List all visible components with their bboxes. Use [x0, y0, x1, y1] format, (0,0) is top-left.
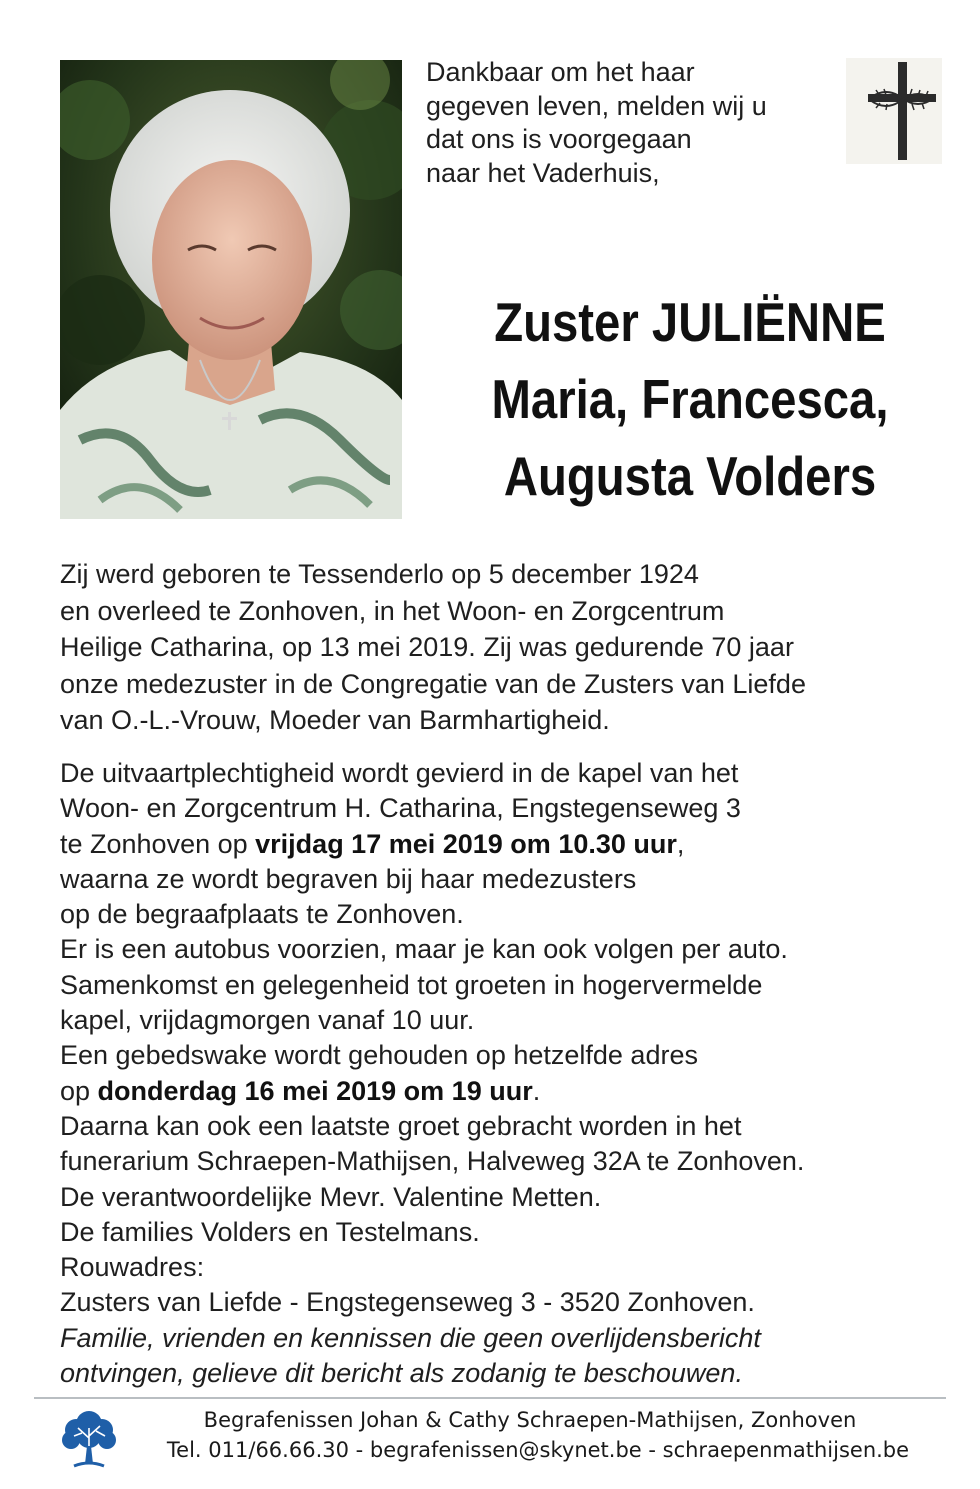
text-fragment: op — [60, 1075, 98, 1106]
funeral-date-line — [60, 827, 950, 862]
text-line: en overleed te Zonhoven, in het Woon- en Zorgcentrum — [60, 595, 725, 626]
wake-date: donderdag 16 mei 2019 om 19 uur — [97, 1075, 533, 1106]
funeral-home-footer — [120, 1405, 940, 1465]
biography-paragraph — [60, 556, 950, 739]
text-fragment: , — [676, 828, 685, 859]
text-line: Daarna kan ook een laatste groet gebracht worden in het — [60, 1110, 742, 1141]
footer-divider — [34, 1397, 946, 1399]
text-line: onze medezuster in de Congregatie van de Zusters van Liefde — [60, 668, 806, 699]
text-fragment: . — [532, 1075, 541, 1106]
text-line: kapel, vrijdagmorgen vanaf 10 uur. — [60, 1005, 475, 1036]
text-line: op de begraafplaats te Zonhoven. — [60, 899, 464, 930]
intro-line: gegeven leven, melden wij u — [426, 90, 767, 121]
text-line: Zusters van Liefde - Engstegenseweg 3 - 3520 Zonhoven. — [60, 1287, 755, 1318]
text-line: Er is een autobus voorzien, maar je kan ook volgen per auto. — [60, 934, 788, 965]
text-line: Rouwadres: — [60, 1252, 205, 1283]
deceased-name — [458, 284, 922, 515]
name-line: Augusta Volders — [503, 445, 877, 507]
intro-line: Dankbaar om het haar — [426, 57, 695, 87]
funeral-details — [60, 756, 950, 1391]
funeral-home-name: Begrafenissen Johan & Cathy Schraepen-Mathijsen, Zonhoven — [203, 1408, 857, 1432]
tree-logo-icon — [60, 1406, 118, 1472]
text-line: Heilige Catharina, op 13 mei 2019. Zij was gedurende 70 jaar — [60, 632, 794, 662]
text-line: van O.-L.-Vrouw, Moeder van Barmhartigheid. — [60, 705, 610, 735]
text-line: De uitvaartplechtigheid wordt gevierd in de kapel van het — [60, 758, 739, 788]
intro-line: dat ons is voorgegaan — [426, 124, 692, 154]
name-line: Zuster JULIËNNE — [494, 291, 886, 353]
text-line: funerarium Schraepen-Mathijsen, Halveweg 32A te Zonhoven. — [60, 1146, 805, 1177]
intro-line: naar het Vaderhuis, — [426, 157, 660, 188]
text-line: Zij werd geboren te Tessenderlo op 5 december 1924 — [60, 559, 699, 589]
cross-icon — [846, 58, 942, 164]
funeral-date: vrijdag 17 mei 2019 om 10.30 uur — [255, 828, 677, 859]
name-line: Maria, Francesca, — [491, 368, 889, 430]
text-line: Een gebedswake wordt gehouden op hetzelfde adres — [60, 1040, 698, 1071]
italic-note: Familie, vrienden en kennissen die geen overlijdensbericht — [60, 1322, 761, 1353]
portrait-photo — [60, 60, 402, 519]
text-fragment: te Zonhoven op — [60, 828, 256, 859]
text-line: Samenkomst en gelegenheid tot groeten in hogervermelde — [60, 969, 763, 1000]
funeral-home-contact: Tel. 011/66.66.30 - begrafenissen@skynet.be - schraepenmathijsen.be — [166, 1438, 910, 1462]
text-line: waarna ze wordt begraven bij haar medezusters — [60, 863, 637, 894]
intro-text — [426, 56, 826, 190]
text-line: De verantwoordelijke Mevr. Valentine Metten. — [60, 1181, 602, 1212]
italic-note: ontvingen, gelieve dit bericht als zodanig te beschouwen. — [60, 1358, 743, 1389]
wake-date-line — [60, 1074, 950, 1109]
text-line: De families Volders en Testelmans. — [60, 1216, 480, 1247]
text-line: Woon- en Zorgcentrum H. Catharina, Engstegenseweg 3 — [60, 793, 741, 824]
